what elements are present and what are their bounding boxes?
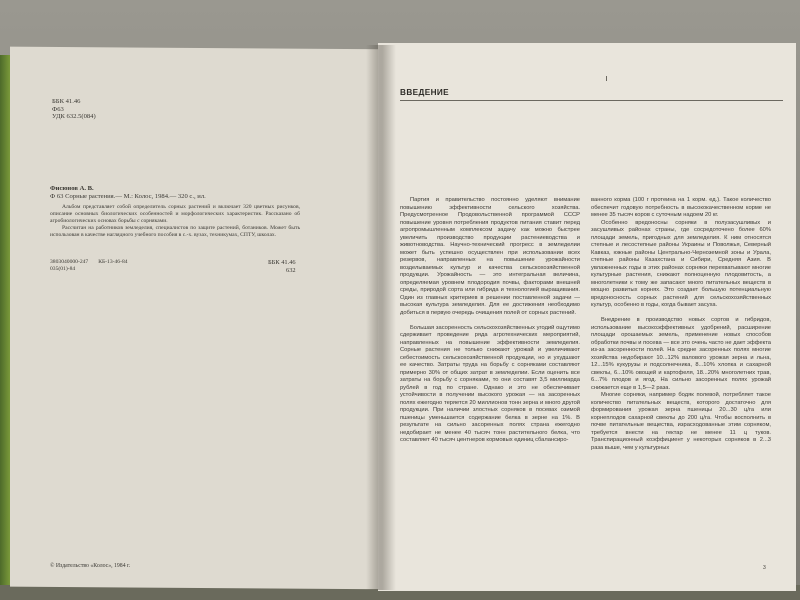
book-gutter	[366, 45, 396, 590]
page-number: 3	[763, 565, 766, 571]
paragraph: Партия и правительство постоянно уделяют внимание повышению эффективности сельского хозяйства. Предусмотренное Продовольственной программой СССР повышение уровня потребления продуктов питания ставит перед агропромышленным комплексом задачу как можно быстрее увеличить производство продукции растениеводства и животноводства. Научно-технический прогресс в земледелии может быть успешно осуществлен при использовании всех резервов, направленных на повышение урожайности возделываемых культур и качества сельскохозяйственной продукции. Урожайность — это интегральная величина, определяемая уровнем плодородия почвы, факторами внешней среды, природой сорта или гибрида и технологией выращивания. Один из главных критериев в решении поставленной задачи — высокая культура земледелия. Для ее достижения необходимо добиться в первую очередь очищения полей от сорных растений.	[400, 197, 580, 316]
heading-rule	[400, 100, 783, 101]
annotation-text-2: Рассчитан на работников земледелия, специалистов по защите растений, ботаников. Может быть использован в качестве наглядного учебного пособия в с.-х. вузах, техникумах, СПТУ, школах.	[50, 224, 300, 238]
paragraph: Внедрение в производство новых сортов и гибридов, использование высокоэффективных удобрений, расширение площади орошаемых земель, применение новых способов обработки почвы и посева — все это очень часто не дает эффекта из-за засоренности полей. На средне засоренных полях многие хозяйства недобирают 10...12% валового урожая зерна и льна, 12...15% кукурузы и подсолнечника, 8...10% хлопка и сахарной свеклы, 6...10% овощей и картофеля, 18...20% многолетних трав, 6...7% плодов и ягод. На сильно засоренных полях урожай снижается еще в 1,5—2 раза.	[591, 317, 771, 391]
paragraph: Многие сорняки, например бодяк полевой, потребляет такое количество питательных веществ, которого достаточно для формирования урожая зерна пшеницы 20...30 ц/га или корнеплодов сахарной свеклы до 200 ц/га. Чтобы восполнить в почве питательные вещества, израсходованные этим сорняком, требуется внести на гектар не менее 11 ц туков. Транспирационный коэффициент у некоторых сорняков в 2...3 раза выше, чем у культурных	[591, 392, 771, 451]
text-column-2	[591, 197, 771, 452]
copyright-line: © Издательство «Колос», 1984 г.	[50, 563, 131, 569]
bbk-line: 632	[286, 266, 296, 274]
left-page	[10, 47, 388, 590]
author-name: Фисюнов А. В.	[50, 185, 94, 192]
isbn-block	[50, 259, 128, 273]
isbn-code: КБ-13-46-84	[98, 259, 128, 265]
isbn-line: 035(01)-84	[50, 265, 76, 272]
paragraph: ванного корма (100 г протеина на 1 корм. ед.). Такое количество обеспечит годовую потребность в высококачественном корме не менее 35 тысяч коров с суточным надоем 20 кг.	[591, 197, 771, 218]
title-line: Ф 63 Сорные растения.— М.: Колос, 1984.— 320 с., ил.	[50, 193, 206, 200]
annotation-text: Альбом представляет собой определитель сорных растений и включает 320 цветных рисунков, описание основных биологических особенностей и морфологических характеристик. Рассказано об агробиологических основах борьбы с сорняками.	[50, 204, 300, 224]
classification-line: ББК 41.46	[52, 98, 81, 105]
classification-line: УДК 632.5(084)	[52, 113, 96, 121]
classification-line: Ф63	[52, 105, 64, 113]
text-column-1	[400, 197, 580, 445]
page-mark	[606, 76, 607, 81]
classification-block	[52, 98, 96, 121]
catalog-entry	[50, 185, 300, 239]
paragraph: Большая засоренность сельскохозяйственных угодий ощутимо сдерживает проведение ряда агротехнических мероприятий, направленных на повышение эффективности земледелия. Сорные растения не только снижают урожай и увеличивают себестоимость сельскохозяйственной продукции, но и ухудшают ее качество. Затраты труда на борьбу с сорняками составляют примерно 30% от общих затрат в земледелии. Если оценить все затраты на борьбу с сорняками, то они составят 3,5 миллиарда рублей в год по стране. Однако и это не обеспечивает устойчивости в получении высокого урожая — на засоренных полях ежегодно теряется 20 миллионов тонн зерна и много другой продукции. При наличии злостных сорняков в посевах озимой пшеницы уменьшается содержание белка в зерне на 1%. В результате на сильно засоренных полях страна ежегодно недобирает не менее 40 тысяч тонн растительного белка, что составляет 40 тысяч центнеров кормовых единиц сбалансиро-	[400, 324, 580, 443]
paragraph: Особенно вредоносны сорняки в полузасушливых и засушливых районах страны, где сосредоточено более 60% площади земель, пригодных для земледелия. К ним относятся степные и лесостепные районы Украины и Поволжья, Северный Кавказ, южные районы Центрально-Черноземной зоны и Урала, степные районы Казахстана и Сибири, Средняя Азия. В увлажненных годы в этих районах сорняки перехватывают многие культурные растения, снижают полноценную плодовитость, а многолетники к тому же запасают много питательных веществ в мощно развитых корнях. Это создает большую потенциальную вредоносность сорных растений для сельскохозяйственных культур, особенно в годы, когда бывает засуха.	[591, 219, 771, 308]
bbk-line: ББК 41.46	[268, 259, 296, 266]
isbn-line: 3803040000-247	[50, 259, 89, 265]
section-heading: ВВЕДЕНИЕ	[400, 88, 450, 97]
bbk-block	[268, 259, 296, 274]
